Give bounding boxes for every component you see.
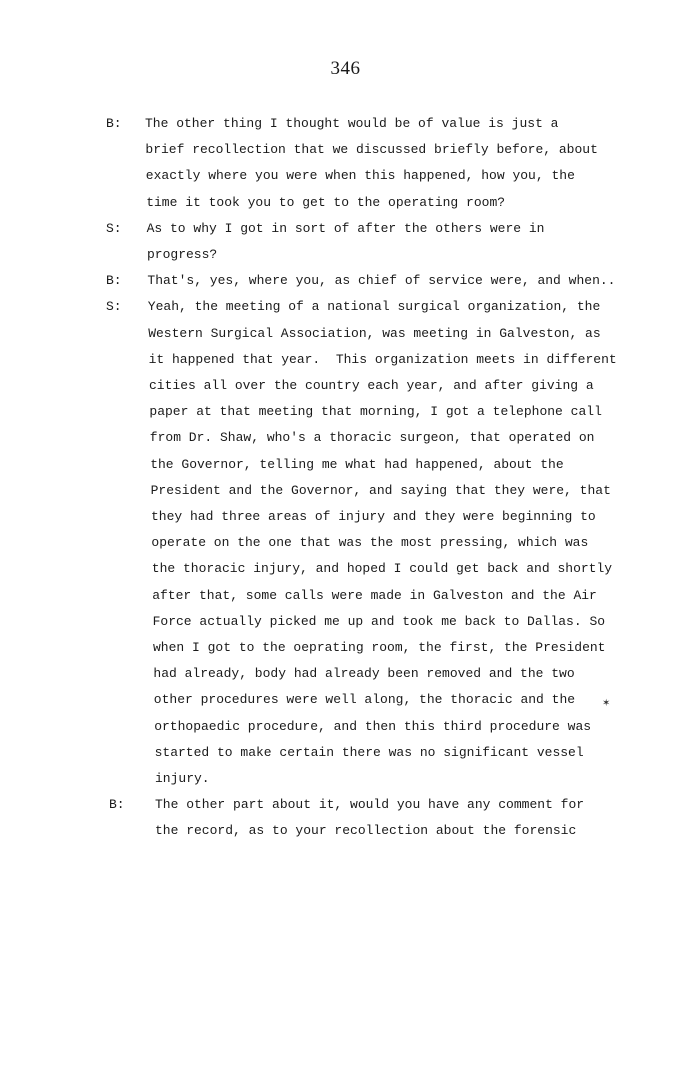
line-text: orthopaedic procedure, and then this third procedure was (154, 718, 592, 734)
transcript-line (106, 455, 646, 475)
line-text: from Dr. Shaw, who's a thoracic surgeon, that operated on (149, 430, 595, 446)
line-text: That's, yes, where you, as chief of service were, and when.. (147, 273, 616, 289)
transcript-line (106, 245, 646, 265)
transcript-line (106, 428, 646, 448)
transcript-line (106, 114, 646, 134)
line-text: Force actually picked me up and took me back to Dallas. So (152, 613, 606, 629)
line-text: the record, as to your recollection about the forensic (155, 823, 577, 839)
line-text: As to why I got in sort of after the others were in (146, 220, 545, 236)
line-text: Yeah, the meeting of a national surgical organization, the (147, 299, 601, 315)
transcript-line (106, 219, 646, 239)
transcript-line (106, 350, 646, 370)
line-text: brief recollection that we discussed briefly before, about (145, 142, 598, 158)
line-text: progress? (147, 247, 218, 262)
speaker-label: S: (106, 299, 122, 315)
margin-mark-icon: ✶ (602, 698, 611, 709)
line-text: time it took you to get to the operating room? (146, 194, 506, 210)
transcript-line (106, 297, 646, 317)
line-text: exactly where you were when this happened, how you, the (145, 168, 575, 184)
page-number: 346 (330, 58, 361, 79)
line-text: had already, body had already been removed and the two (153, 666, 575, 682)
transcript-line (106, 376, 646, 396)
transcript-line (106, 402, 646, 422)
line-text: cities all over the country each year, and after giving a (149, 378, 594, 393)
transcript-line (106, 193, 646, 213)
transcript-line (109, 795, 649, 815)
transcript-line (106, 638, 646, 658)
line-text: started to make certain there was no significant vessel (154, 744, 584, 760)
transcript-line (106, 166, 646, 186)
transcript-line (106, 612, 646, 632)
transcript-line (106, 743, 646, 763)
transcript-line (109, 769, 649, 789)
line-text: the Governor, telling me what had happened, about the (150, 456, 564, 472)
transcript-line (106, 690, 646, 710)
line-text: The other thing I thought would be of value is just a (145, 116, 559, 131)
transcript-line (106, 559, 646, 579)
line-text: injury. (155, 771, 210, 786)
line-text: it happened that year. This organization meets in different (148, 351, 617, 367)
transcript-line (109, 821, 649, 841)
line-text: the thoracic injury, and hoped I could get back and shortly (151, 561, 613, 577)
transcript-line (106, 481, 646, 501)
transcript-line (106, 664, 646, 684)
speaker-label: B: (109, 797, 125, 813)
transcript-line (106, 717, 646, 737)
line-text: when I got to the oeprating room, the first, the President (153, 640, 606, 655)
line-text: Western Surgical Association, was meeting in Galveston, as (148, 325, 601, 341)
line-text: other procedures were well along, the thoracic and the (153, 692, 576, 708)
speaker-label: S: (106, 220, 122, 236)
line-text: President and the Governor, and saying that they were, that (150, 482, 611, 498)
line-text: they had three areas of injury and they were beginning to (151, 509, 596, 524)
transcript-line (106, 507, 646, 527)
line-text: after that, some calls were made in Galveston and the Air (152, 587, 597, 603)
transcript-line (106, 271, 646, 291)
transcript-line (106, 140, 646, 160)
speaker-label: B: (106, 273, 122, 289)
line-text: paper at that meeting that morning, I got a telephone call (149, 404, 602, 420)
line-text: The other part about it, would you have any comment for (155, 797, 585, 813)
transcript-line (106, 324, 646, 344)
speaker-label: B: (106, 116, 122, 131)
line-text: operate on the one that was the most pressing, which was (151, 535, 589, 551)
transcript-line (106, 586, 646, 606)
transcript-line (106, 533, 646, 553)
